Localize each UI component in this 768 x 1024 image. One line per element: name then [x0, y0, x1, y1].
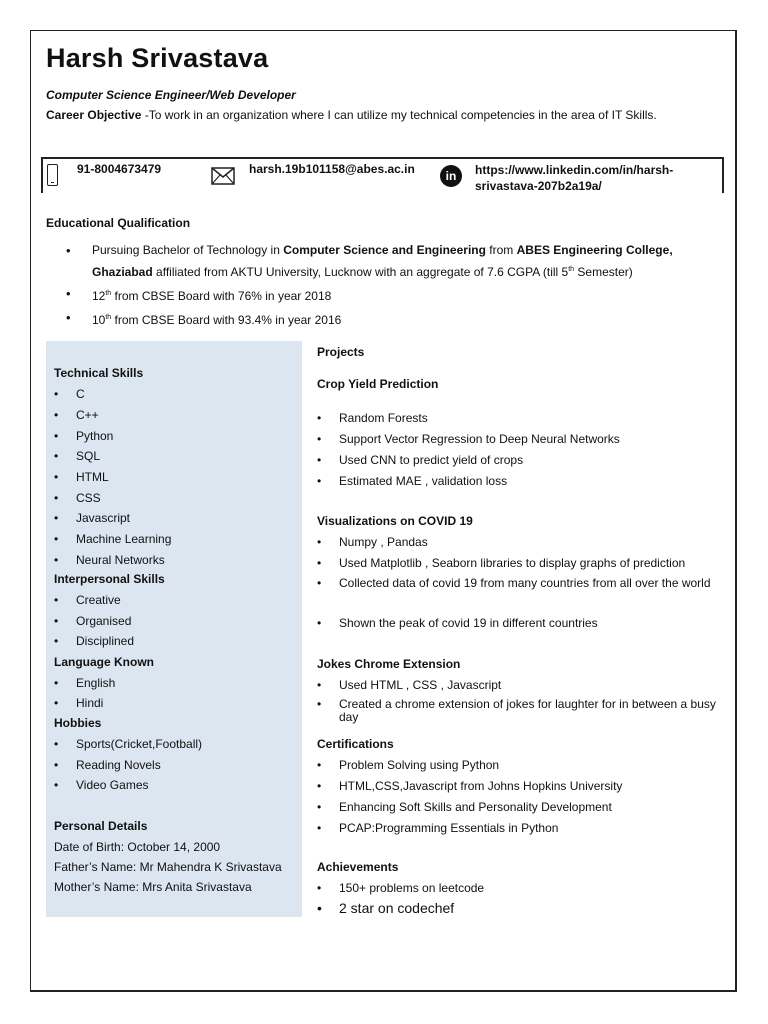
interpersonal-item: • Creative [76, 593, 121, 607]
achievements-heading: Achievements [317, 860, 399, 874]
certification-item: • PCAP:Programming Essentials in Python [317, 818, 717, 838]
linkedin-url-line1: https://www.linkedin.com/in/harsh- [475, 163, 674, 177]
skill-item: • CSS [76, 491, 101, 505]
projects-column [317, 31, 727, 961]
hobbies-heading: Hobbies [54, 716, 102, 730]
hobby-item: • Sports(Cricket,Football) [76, 737, 202, 751]
language-item: • Hindi [76, 696, 103, 710]
project-bullet: • Used Matplotlib , Seaborn libraries to display graphs of prediction [317, 553, 717, 573]
languages-heading: Language Known [54, 655, 154, 669]
certifications-heading: Certifications [317, 737, 394, 751]
projects-heading: Projects [317, 345, 365, 359]
project-bullet: • Used HTML , CSS , Javascript [317, 675, 717, 695]
education-item-10th: • 10th from CBSE Board with 93.4% in year 2016 [46, 308, 706, 330]
certification-item: • HTML,CSS,Javascript from Johns Hopkins University [317, 776, 717, 796]
personal-details-heading: Personal Details [54, 819, 148, 833]
skill-item: • C [76, 387, 85, 401]
date-of-birth: Date of Birth: October 14, 2000 [54, 840, 221, 854]
hobby-item: • Video Games [76, 778, 149, 792]
skill-item: • Neural Networks [76, 553, 165, 567]
skill-item: • Python [76, 429, 113, 443]
education-heading: Educational Qualification [46, 216, 191, 230]
certification-item: • Enhancing Soft Skills and Personality Development [317, 797, 717, 817]
project-bullet: • Collected data of covid 19 from many countries from all over the world [317, 573, 717, 593]
interpersonal-item: • Disciplined [76, 634, 134, 648]
skill-item: • Javascript [76, 511, 130, 525]
certification-item: • Problem Solving using Python [317, 755, 717, 775]
email-link[interactable]: harsh.19b101158@abes.ac.in [249, 162, 415, 176]
project-bullet: • Random Forests [317, 408, 717, 428]
skill-item: • SQL [76, 449, 100, 463]
father-name: Father’s Name: Mr Mahendra K Srivastava [54, 860, 282, 874]
project-bullet: • Support Vector Regression to Deep Neural Networks [317, 429, 717, 449]
phone-number: 91-8004673479 [77, 162, 162, 176]
objective-label: Career Objective [46, 108, 142, 122]
project-bullet: • Used CNN to predict yield of crops [317, 450, 717, 470]
project-title-jokes: Jokes Chrome Extension [317, 657, 461, 671]
project-bullet: • Numpy , Pandas [317, 532, 717, 552]
skill-item: • HTML [76, 470, 109, 484]
skills-panel [46, 341, 302, 917]
candidate-name: Harsh Srivastava [46, 43, 269, 73]
phone-icon [47, 164, 58, 186]
project-bullet: • Estimated MAE , validation loss [317, 471, 717, 491]
linkedin-icon: in [440, 165, 462, 187]
job-title: Computer Science Engineer/Web Developer [46, 88, 296, 102]
achievement-item: • 2 star on codechef [317, 898, 717, 918]
interpersonal-skills-heading: Interpersonal Skills [54, 572, 165, 586]
education-item-12th: • 12th from CBSE Board with 76% in year 2018 [46, 284, 706, 306]
hobby-item: • Reading Novels [76, 758, 161, 772]
skill-item: • C++ [76, 408, 99, 422]
technical-skills-heading: Technical Skills [54, 366, 144, 380]
skill-item: • Machine Learning [76, 532, 171, 546]
education-item-btech: • Pursuing Bachelor of Technology in Computer Science and Engineering from ABES Engineering College, Ghaziabad affiliated from AKTU University, Lucknow with an aggregate of 7.6 CGPA (till 5th Semester) [46, 241, 706, 282]
project-title-crop: Crop Yield Prediction [317, 377, 439, 391]
project-bullet: • Created a chrome extension of jokes for laughter for in between a busy day [317, 698, 727, 724]
resume-page [30, 30, 737, 992]
mother-name: Mother’s Name: Mrs Anita Srivastava [54, 880, 252, 894]
linkedin-url-line2: srivastava-207b2a19a/ [475, 179, 602, 193]
mail-icon [211, 167, 235, 185]
project-bullet: • Shown the peak of covid 19 in different countries [317, 613, 717, 633]
achievement-item: • 150+ problems on leetcode [317, 878, 717, 898]
project-title-covid: Visualizations on COVID 19 [317, 514, 473, 528]
objective-text: -To work in an organization where I can utilize my technical competencies in the area of IT Skills. [141, 108, 657, 122]
language-item: • English [76, 676, 115, 690]
interpersonal-item: • Organised [76, 614, 131, 628]
